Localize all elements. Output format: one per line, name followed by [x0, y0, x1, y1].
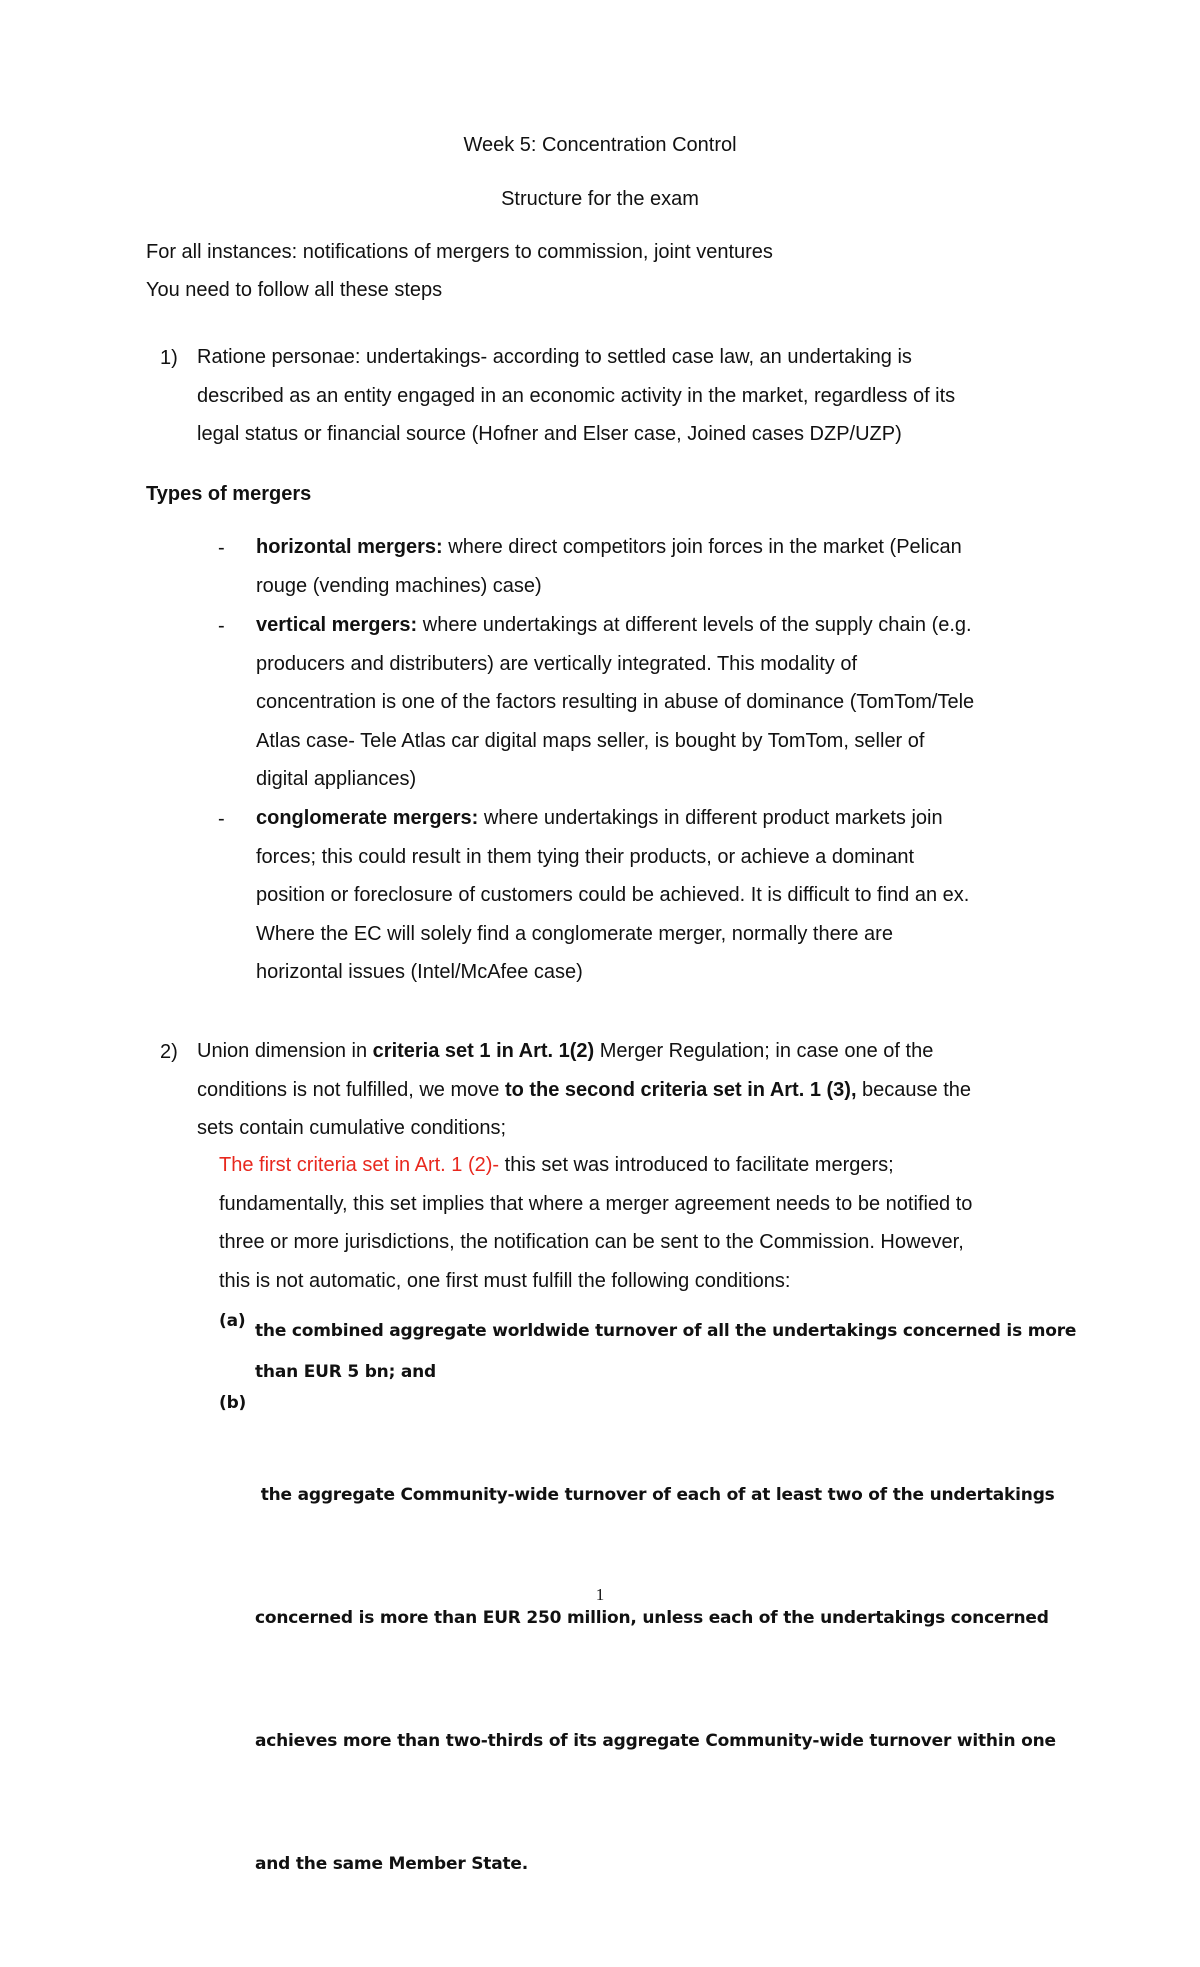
bullet-term: conglomerate mergers:	[256, 807, 479, 829]
bullet-term: horizontal mergers:	[256, 536, 443, 558]
condition-a-label: (a)	[219, 1311, 246, 1331]
item-2-text: Union dimension in criteria set 1 in Art. 1(2) Merger Regulation; in case one of the conditions is not fulfilled, we move to the second criteria set in Art. 1 (3), because the sets contain cumulative conditions;	[197, 1040, 972, 1139]
bullet-vertical: vertical mergers: where undertakings at different levels of the supply chain (e.g. producers and distributers) are vertically integrated. This modality of concentration is one of the factors resulting in abuse of dominance (TomTom/Tele Atlas case- Tele Atlas car digital maps seller, is bought by TomTom, seller of digital appliances)	[256, 614, 975, 790]
first-criteria-paragraph: The first criteria set in Art. 1 (2)- this set was introduced to facilitate mergers; fundamentally, this set implies that where a merger agreement needs to be notified to three or more jurisdictions, the notification can be sent to the Commission. However, this is not automatic, one first must fulfill the following conditions:	[219, 1154, 973, 1292]
intro-line-2: You need to follow all these steps	[146, 279, 443, 301]
condition-b-label: (b)	[219, 1393, 247, 1413]
page-number: 1	[595, 1585, 605, 1604]
item-1-text	[197, 338, 955, 454]
intro-line-1: For all instances: notifications of mergers to commission, joint ventures	[146, 241, 773, 263]
item-1-line: legal status or financial source (Hofner and Elser case, Joined cases DZP/UZP)	[197, 423, 902, 445]
item-1-number: 1)	[160, 347, 178, 369]
bullet-dash: -	[218, 537, 225, 559]
item-1-line: described as an entity engaged in an economic activity in the market, regardless of its	[197, 384, 956, 407]
page-title: Week 5: Concentration Control	[463, 134, 737, 156]
item-2-number: 2)	[160, 1041, 178, 1063]
page-subtitle: Structure for the exam	[501, 188, 699, 210]
bullet-term: vertical mergers:	[256, 614, 418, 636]
condition-b-text: the aggregate Community-wide turnover of each of at least two of the undertakings concerned is more than EUR 250 million, unless each of the undertakings concerned achieves more than two-thirds of its aggregate Community-wide turnover within one and the same Member State.	[255, 1485, 1056, 1874]
bullet-dash: -	[218, 615, 225, 637]
types-heading: Types of mergers	[146, 483, 312, 505]
bullet-dash: -	[218, 808, 225, 830]
bullet-conglomerate: conglomerate mergers: where undertakings in different product markets join forces; this could result in them tying their products, or achieve a dominant position or foreclosure of customers could be achieved. It is difficult to find an ex. Where the EC will solely find a conglomerate merger, normally there are horizontal issues (Intel/McAfee case)	[256, 807, 970, 983]
red-highlight: The first criteria set in Art. 1 (2)-	[219, 1154, 500, 1176]
bullet-horizontal: horizontal mergers: where direct competitors join forces in the market (Pelican rouge (vending machines) case)	[256, 536, 962, 597]
item-1-line: Ratione personae: undertakings- according to settled case law, an undertaking is	[197, 346, 912, 368]
condition-a-text: the combined aggregate worldwide turnover of all the undertakings concerned is more than EUR 5 bn; and	[255, 1321, 1077, 1382]
